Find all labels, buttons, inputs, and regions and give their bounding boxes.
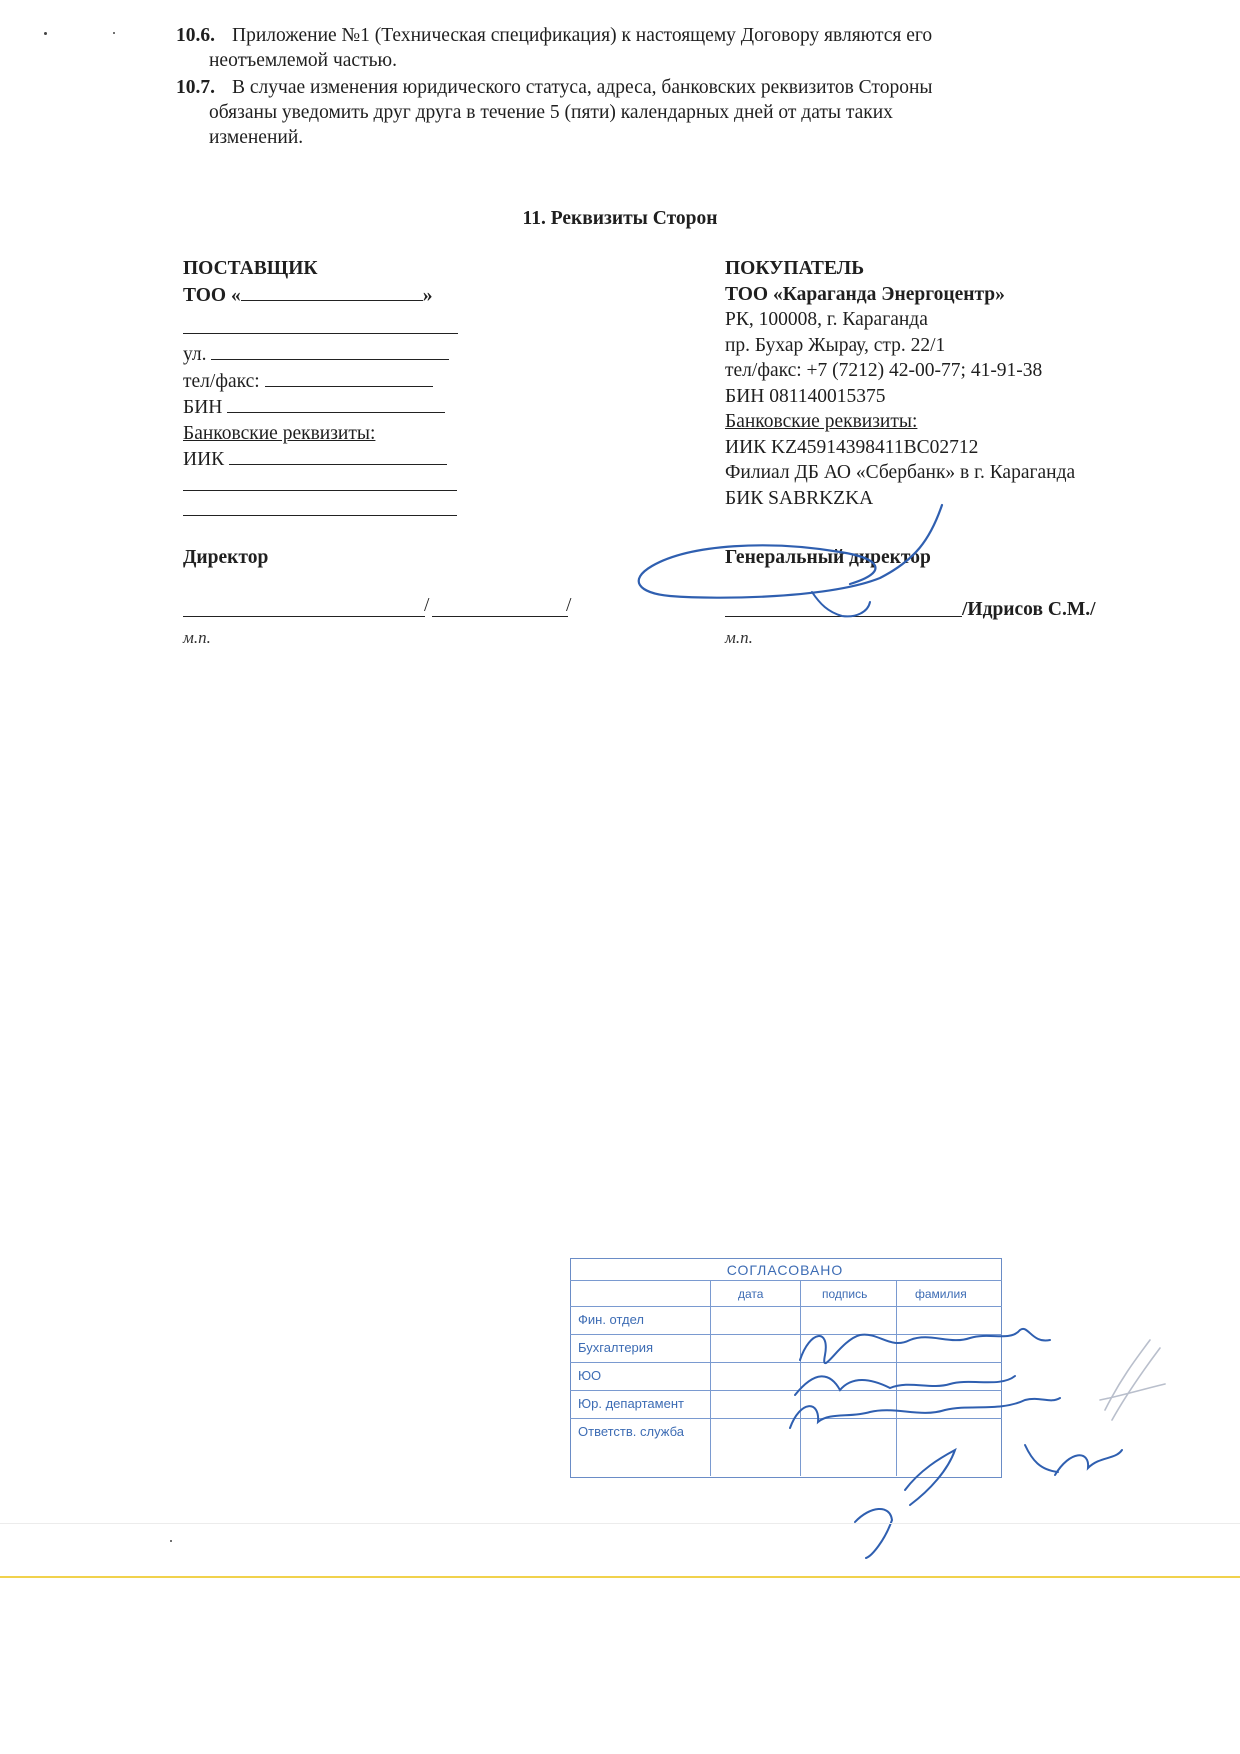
supplier-street-blank (211, 341, 449, 360)
supplier-company-blank (241, 282, 423, 301)
buyer-bank-label: Банковские реквизиты: (725, 411, 918, 432)
approval-signatures-icon (770, 1300, 1170, 1560)
supplier-street-line: ул. (183, 341, 449, 368)
scan-speck (170, 1540, 172, 1542)
stamp-row-label: Бухгалтерия (578, 1340, 654, 1355)
buyer-phone: тел/факс: +7 (7212) 42-00-77; 41-91-38 (725, 360, 1043, 381)
supplier-heading: ПОСТАВЩИК (183, 258, 318, 279)
supplier-slash: / (424, 595, 430, 616)
clause-text-continued: неотъемлемой частью. (209, 50, 397, 71)
stamp-row-label: Ответств. служба (578, 1424, 684, 1439)
scan-faint-line (0, 1523, 1240, 1524)
buyer-signatory: /Идрисов С.М./ (962, 599, 1096, 620)
buyer-bin: БИН 081140015375 (725, 385, 886, 407)
buyer-block (725, 256, 1075, 511)
section-title: 11. Реквизиты Сторон (522, 208, 718, 229)
clause-number: 10.7. (176, 77, 215, 98)
buyer-address-line: РК, 100008, г. Караганда (725, 309, 928, 330)
buyer-company: ТОО «Караганда Энергоцентр» (725, 283, 1005, 305)
supplier-seal-label: м.п. (183, 628, 211, 647)
buyer-address-line: пр. Бухар Жырау, стр. 22/1 (725, 334, 946, 356)
supplier-name-line (432, 616, 568, 617)
stamp-row-label: ЮО (578, 1368, 602, 1383)
clause-text: В случае изменения юридического статуса, адреса, банковских реквизитов Стороны (232, 77, 933, 98)
supplier-bin-blank (227, 394, 445, 413)
supplier-bank-label: Банковские реквизиты: (183, 422, 376, 444)
buyer-iik: ИИК KZ45914398411BC02712 (725, 436, 979, 458)
supplier-blank-line (183, 515, 457, 516)
scan-speck (113, 32, 115, 34)
buyer-bank-branch: Филиал ДБ АО «Сбербанк» в г. Караганда (725, 462, 1076, 483)
stamp-title: СОГЛАСОВАНО (726, 1262, 844, 1278)
supplier-director-label: Директор (183, 547, 269, 568)
supplier-blank-line (183, 333, 458, 334)
supplier-blank-line (183, 490, 457, 491)
supplier-iik-blank (229, 446, 447, 465)
buyer-bik: БИК SABRKZKA (725, 487, 874, 509)
stamp-row-label: Фин. отдел (578, 1312, 644, 1327)
supplier-details (183, 341, 449, 473)
supplier-company-line: ТОО « » (183, 282, 432, 309)
clause-text: Приложение №1 (Техническая спецификация) к настоящему Договору являются его (232, 25, 933, 46)
clause-text-continued: изменений. (209, 127, 304, 148)
clause-number: 10.6. (176, 25, 215, 46)
supplier-iik-line: ИИК (183, 446, 449, 473)
stamp-row-label: Юр. департамент (578, 1396, 684, 1411)
stamp-col-surname: фамилия (915, 1287, 967, 1301)
buyer-heading: ПОКУПАТЕЛЬ (725, 258, 865, 279)
clause-10-7 (176, 75, 1121, 150)
footer-line (0, 1576, 1240, 1578)
supplier-block (183, 256, 432, 308)
director-signature-icon (630, 500, 950, 630)
scan-speck (44, 32, 47, 35)
stamp-divider (570, 1280, 1002, 1281)
clause-10-6 (176, 23, 1121, 73)
stamp-col-date: дата (738, 1287, 764, 1301)
stamp-divider (710, 1280, 711, 1476)
supplier-phone-line: тел/факс: (183, 368, 449, 395)
buyer-director-label: Генеральный директор (725, 547, 931, 568)
clause-text-continued: обязаны уведомить друг друга в течение 5 (пяти) календарных дней от даты таких (209, 102, 893, 123)
supplier-phone-blank (265, 368, 433, 387)
buyer-seal-label: м.п. (725, 628, 753, 647)
supplier-signature-line (183, 616, 425, 617)
stamp-col-signature: подпись (822, 1287, 868, 1301)
supplier-slash: / (566, 595, 572, 616)
supplier-bin-line: БИН (183, 394, 449, 421)
